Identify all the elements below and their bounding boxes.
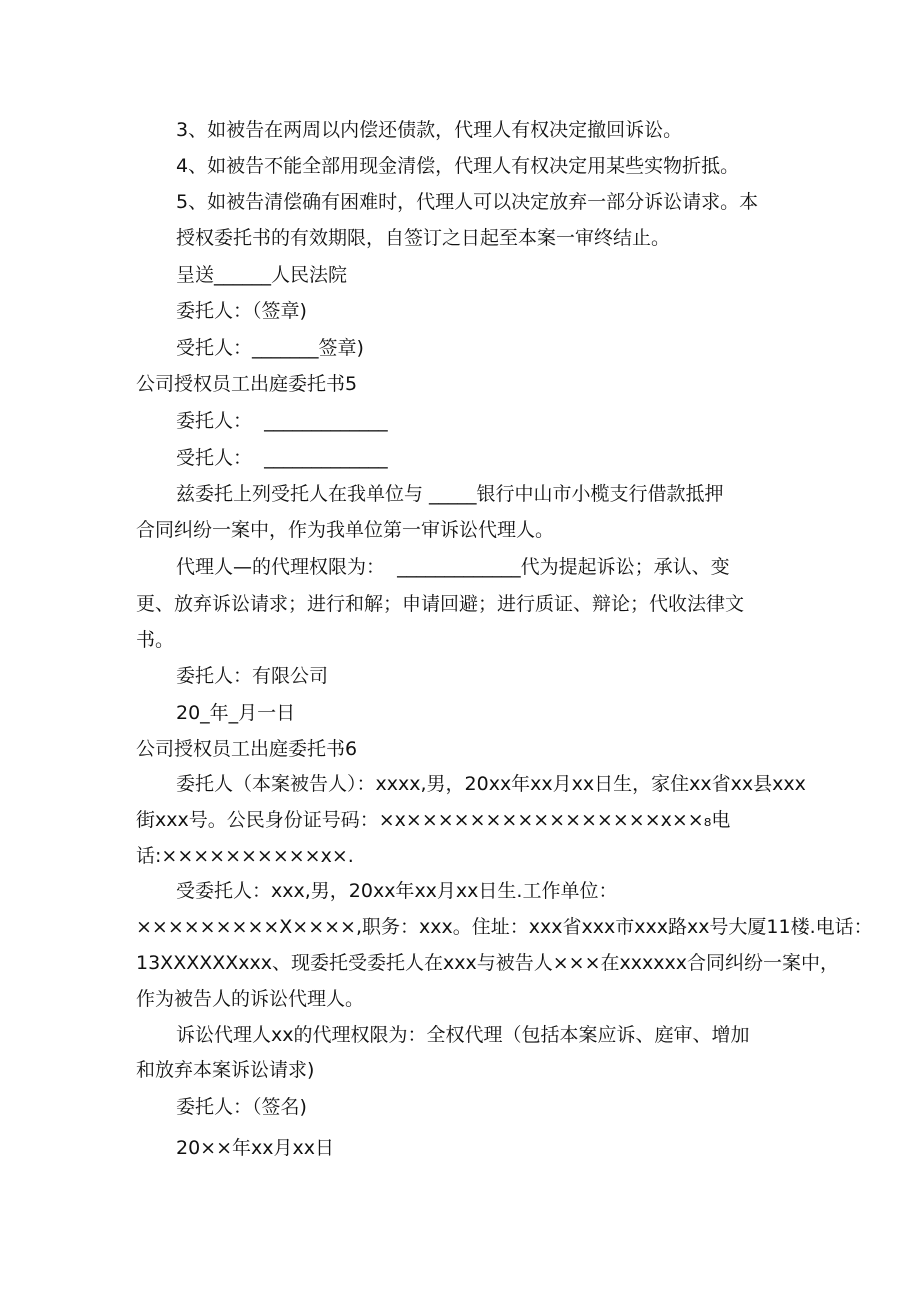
principal-company: 委托人：有限公司 xyxy=(176,665,329,687)
authority-line-3: 书。 xyxy=(136,629,175,651)
authority-line-1: 代理人—的代理权限为： _____________代为提起诉讼；承认、变 xyxy=(176,556,730,578)
validity-line: 授权委托书的有效期限，自签订之日起至本案一审终结止。 xyxy=(176,227,671,249)
date-line-5: 20_年_月一日 xyxy=(176,702,296,724)
principal-signature: 委托人：（签章) xyxy=(176,300,307,322)
principal-info-line-1: 委托人（本案被告人）：xxxx,男，20xx年xx月xx日生，家住xx省xx县xxx xyxy=(176,773,806,795)
principal-sign-6: 委托人：（签名) xyxy=(176,1096,307,1118)
litigation-authority-line-1: 诉讼代理人xx的代理权限为：全权代理（包括本案应诉、庭审、增加 xyxy=(176,1024,750,1046)
litigation-authority-line-2: 和放弃本案诉讼请求) xyxy=(136,1059,315,1081)
entrust-paragraph-line-1: 兹委托上列受托人在我单位与 _____银行中山市小榄支行借款抵押 xyxy=(176,483,724,505)
agent-info-line-2: ×××××××××X××××,职务：xxx。住址：xxx省xxx市xxx路xx号大厦11楼.电话： xyxy=(136,916,873,938)
section-title-6: 公司授权员工出庭委托书6 xyxy=(136,738,358,760)
principal-field: 委托人： _____________ xyxy=(176,410,388,432)
principal-info-line-2: 街xxx号。公民身份证号码：×x××××××××××××××××x××₈电 xyxy=(136,809,731,831)
agent-signature: 受托人：_______签章) xyxy=(176,337,364,359)
authority-line-2: 更、放弃诉讼请求；进行和解；申请回避；进行质证、辩论；代收法律文 xyxy=(136,593,745,615)
date-line-6: 20××年xx月xx日 xyxy=(176,1137,334,1159)
submit-to-court: 呈送______人民法院 xyxy=(176,264,348,286)
agent-info-line-3: 13XXXXXXxxx、现委托受委托人在xxx与被告人×××在xxxxxx合同纠纷一案中， xyxy=(136,952,839,974)
entrust-paragraph-line-2: 合同纠纷一案中，作为我单位第一审诉讼代理人。 xyxy=(136,519,555,541)
agent-field: 受托人： _____________ xyxy=(176,447,388,469)
clause-3: 3、如被告在两周以内偿还债款，代理人有权决定撤回诉讼。 xyxy=(176,119,683,141)
agent-info-line-1: 受委托人：xxx,男，20xx年xx月xx日生.工作单位： xyxy=(176,880,618,902)
agent-info-line-4: 作为被告人的诉讼代理人。 xyxy=(136,988,365,1010)
clause-4: 4、如被告不能全部用现金清偿，代理人有权决定用某些实物折抵。 xyxy=(176,155,740,177)
principal-info-line-3: 话:××××××××××x×. xyxy=(136,845,354,867)
section-title-5: 公司授权员工出庭委托书5 xyxy=(136,373,358,395)
clause-5: 5、如被告清偿确有困难时，代理人可以决定放弃一部分诉讼请求。本 xyxy=(176,191,759,213)
